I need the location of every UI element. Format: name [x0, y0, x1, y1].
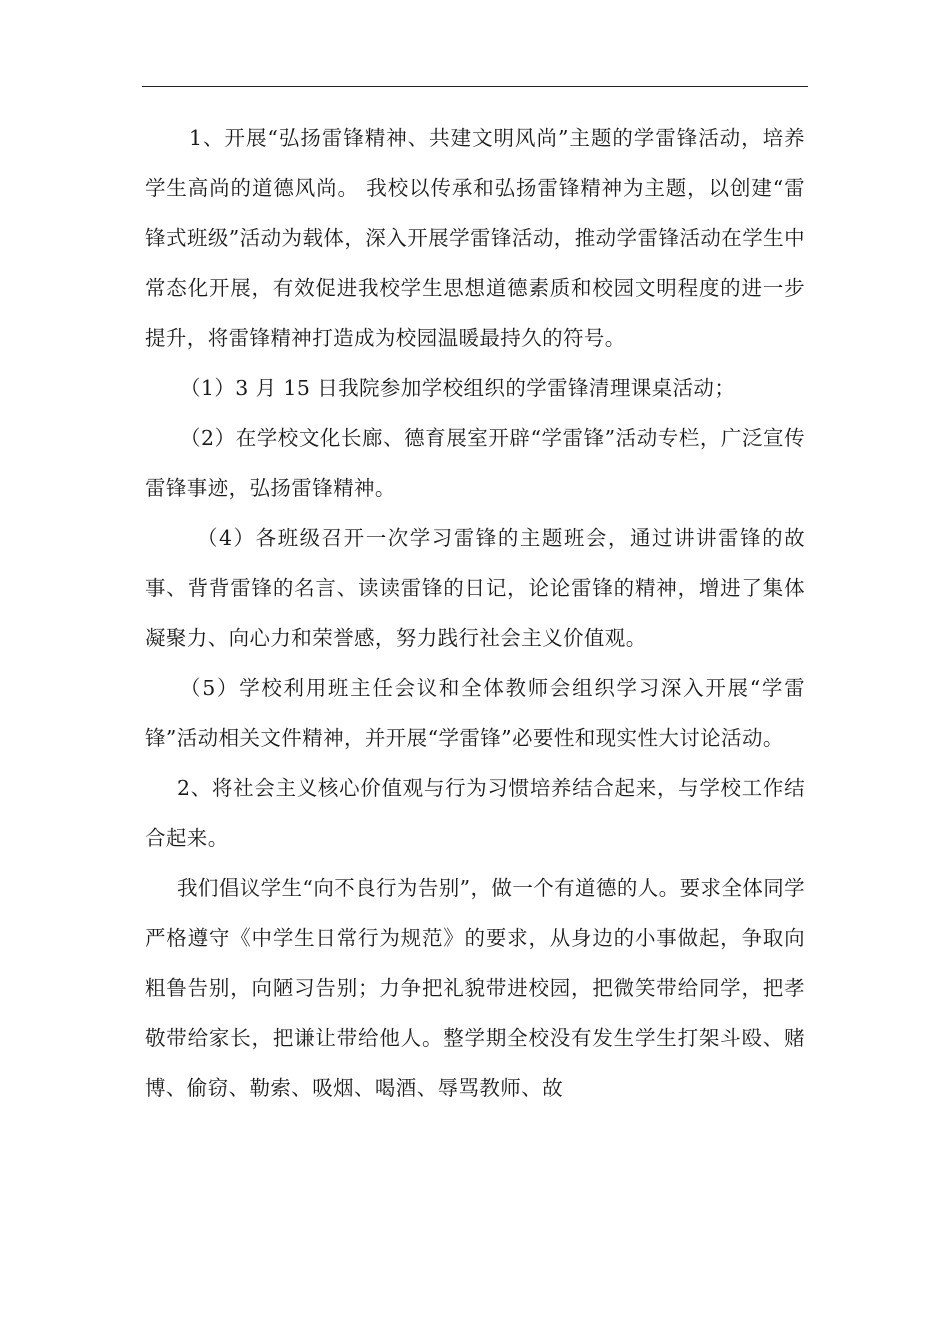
paragraph-item-4: （4）各班级召开一次学习雷锋的主题班会，通过讲讲雷锋的故事、背背雷锋的名言、读读雷锋的日记，论论雷锋的精神，增进了集体凝聚力、向心力和荣誉感，努力践行社会主义价值观。 — [145, 526, 805, 650]
paragraph-activity-2: 2、将社会主义核心价值观与行为习惯培养结合起来，与学校工作结合起来。 — [145, 776, 805, 850]
paragraph-item-2: （2）在学校文化长廊、德育展室开辟“学雷锋”活动专栏，广泛宣传雷锋事迹，弘扬雷锋精神。 — [145, 426, 805, 500]
document-body — [145, 113, 805, 1113]
paragraph-item-1: （1）3 月 15 日我院参加学校组织的学雷锋清理课桌活动； — [180, 376, 736, 400]
header-rule — [142, 86, 808, 87]
paragraph-activity-1: 1、开展“弘扬雷锋精神、共建文明风尚”主题的学雷锋活动，培养学生高尚的道德风尚。 我校以传承和弘扬雷锋精神为主题，以创建“雷锋式班级”活动为载体，深入开展学雷锋活动，推动学雷锋活动在学生中常态化开展，有效促进我校学生思想道德素质和校园文明程度的进一步提升，将雷锋精神打造成为校园温暖最持久的符号。 — [145, 126, 805, 350]
paragraph-initiative: 我们倡议学生“向不良行为告别”，做一个有道德的人。要求全体同学严格遵守《中学生日常行为规范》的要求，从身边的小事做起，争取向粗鲁告别，向陋习告别；力争把礼貌带进校园，把微笑带给同学，把孝敬带给家长，把谦让带给他人。整学期全校没有发生学生打架斗殴、赌博、偷窃、勒索、吸烟、喝酒、辱骂教师、故 — [145, 876, 805, 1100]
paragraph-item-5: （5）学校利用班主任会议和全体教师会组织学习深入开展“学雷锋”活动相关文件精神，并开展“学雷锋”必要性和现实性大讨论活动。 — [145, 676, 805, 750]
